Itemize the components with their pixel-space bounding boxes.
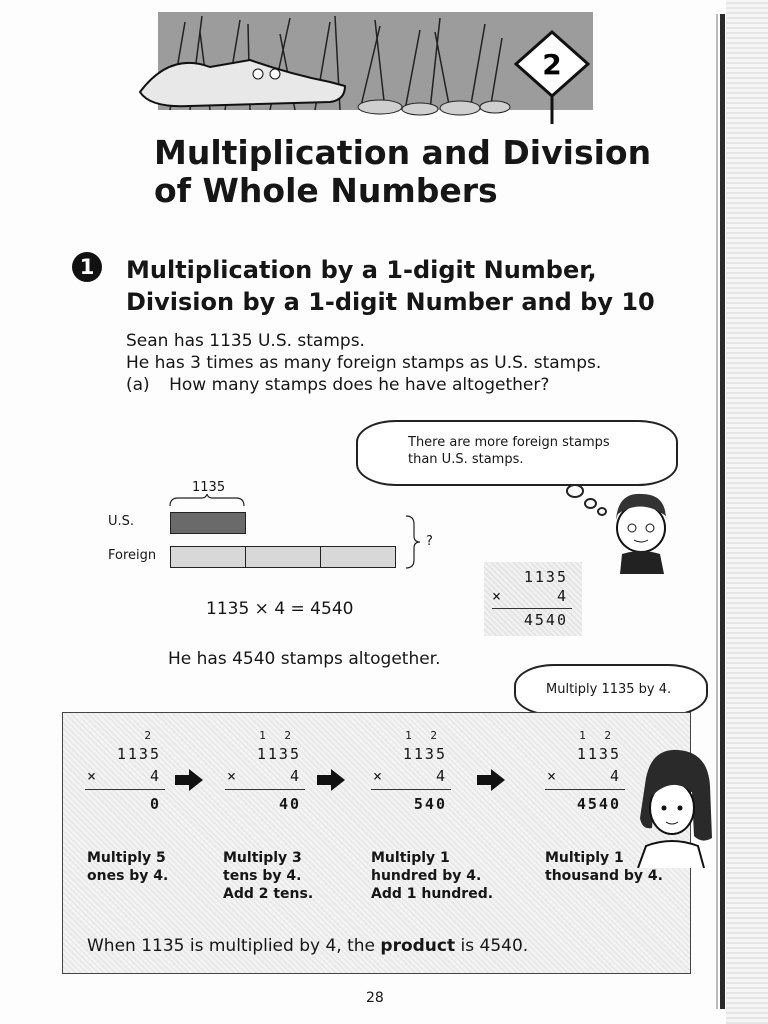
step-multiplier: 4 [149, 767, 161, 785]
step-label-line: thousand by 4. [545, 868, 663, 884]
step-label-line: Multiply 3 [223, 850, 302, 866]
chapter-header-illustration [130, 12, 600, 128]
calc-result: 4540 [523, 611, 568, 629]
thought-bubble-girl [514, 664, 708, 716]
us-bar-label: U.S. [108, 514, 135, 529]
total-question-mark: ? [426, 534, 433, 549]
total-brace [404, 514, 424, 570]
summary-text: is 4540. [455, 936, 529, 956]
step-label-line: tens by 4. [223, 868, 302, 884]
section-title-line1: Multiplication by a 1-digit Number, [126, 256, 597, 284]
summary-text: When 1135 is multiplied by 4, the [87, 936, 381, 956]
step-rule [371, 789, 451, 790]
girl-shirt [638, 841, 704, 868]
step-rule [545, 789, 625, 790]
page-edge [726, 0, 768, 1024]
step-label-line: Add 2 tens. [223, 886, 314, 902]
problem-question-row [126, 374, 686, 396]
foreign-bar-label: Foreign [108, 548, 157, 563]
chapter-number: 2 [542, 48, 562, 81]
section-number-badge: 1 [72, 252, 102, 282]
thought-dot [566, 484, 584, 498]
step-rule [225, 789, 305, 790]
step-operator: × [547, 767, 559, 785]
us-value-label: 1135 [192, 480, 226, 495]
bubble-boy-text [408, 434, 610, 468]
thought-dot [584, 498, 597, 509]
page-number: 28 [366, 990, 384, 1006]
thought-bubble-boy [356, 420, 678, 486]
step-calculation [225, 729, 305, 819]
vertical-calculation [484, 562, 582, 636]
step-result: 4540 [576, 795, 621, 813]
foreign-bar [170, 546, 396, 568]
us-brace [168, 494, 248, 508]
calc-operator: × [492, 587, 504, 605]
step-carry: 1 2 [259, 729, 297, 742]
calc-top: 1135 [523, 568, 568, 586]
chapter-title-line1: Multiplication and Division [154, 133, 652, 172]
step-label-line: Multiply 1 [545, 850, 624, 866]
step-label-line: Multiply 5 [87, 850, 166, 866]
step-label [87, 849, 168, 885]
binding-shadow [716, 14, 718, 1009]
step-result: 40 [278, 795, 301, 813]
girl-character [632, 748, 716, 868]
step-label-line: Multiply 1 [371, 850, 450, 866]
us-bar [170, 512, 246, 534]
foreign-bar-unit [321, 547, 395, 567]
problem-statement [126, 330, 686, 396]
step-top: 1135 [576, 745, 621, 763]
foreign-bar-unit [171, 547, 246, 567]
boy-face [617, 504, 665, 552]
step-label [223, 849, 313, 903]
step-multiplier: 4 [289, 767, 301, 785]
calc-multiplier: 4 [556, 587, 568, 605]
bubble-girl-text: Multiply 1135 by 4. [546, 682, 672, 697]
foreign-bar-unit [246, 547, 321, 567]
question-label: (a) [126, 375, 150, 395]
step-result: 0 [149, 795, 161, 813]
equation: 1135 × 4 = 4540 [206, 599, 354, 619]
chapter-title [154, 134, 694, 210]
arrow-right-icon [477, 769, 505, 791]
step-calculation [371, 729, 451, 819]
step-result: 540 [413, 795, 447, 813]
step-calculation [545, 729, 625, 819]
crocodile-eye [253, 69, 263, 79]
summary-keyword: product [380, 936, 456, 956]
step-label-line: hundred by 4. [371, 868, 482, 884]
step-carry: 1 2 [405, 729, 443, 742]
step-multiplier: 4 [435, 767, 447, 785]
bubble-boy-line2: than U.S. stamps. [408, 452, 524, 467]
step-calculation [85, 729, 165, 819]
step-operator: × [87, 767, 99, 785]
step-label-line: ones by 4. [87, 868, 169, 884]
arrow-right-icon [317, 769, 345, 791]
problem-line2: He has 3 times as many foreign stamps as U.S. stamps. [126, 353, 602, 373]
bubble-boy-line1: There are more foreign stamps [408, 435, 610, 450]
boy-shirt [620, 551, 664, 574]
boy-character [608, 490, 672, 574]
step-operator: × [373, 767, 385, 785]
arrow-right-icon [175, 769, 203, 791]
step-label-line: Add 1 hundred. [371, 886, 494, 902]
thought-dot [597, 507, 607, 516]
chapter-title-line2: of Whole Numbers [154, 171, 498, 210]
section-title [126, 254, 686, 318]
problem-line1: Sean has 1135 U.S. stamps. [126, 331, 365, 351]
step-top: 1135 [256, 745, 301, 763]
binding-line [720, 14, 725, 1009]
step-carry: 1 2 [579, 729, 617, 742]
summary-sentence [87, 935, 528, 957]
question-text: How many stamps does he have altogether? [169, 375, 550, 395]
calc-rule [492, 608, 572, 609]
step-top: 1135 [402, 745, 447, 763]
worked-steps-box [62, 712, 691, 974]
step-carry: 2 [144, 729, 157, 742]
step-rule [85, 789, 165, 790]
step-top: 1135 [116, 745, 161, 763]
step-operator: × [227, 767, 239, 785]
answer-sentence: He has 4540 stamps altogether. [168, 649, 441, 669]
crocodile-eye [270, 69, 280, 79]
section-title-line2: Division by a 1-digit Number and by 10 [126, 288, 655, 316]
step-label [371, 849, 493, 903]
step-multiplier: 4 [609, 767, 621, 785]
